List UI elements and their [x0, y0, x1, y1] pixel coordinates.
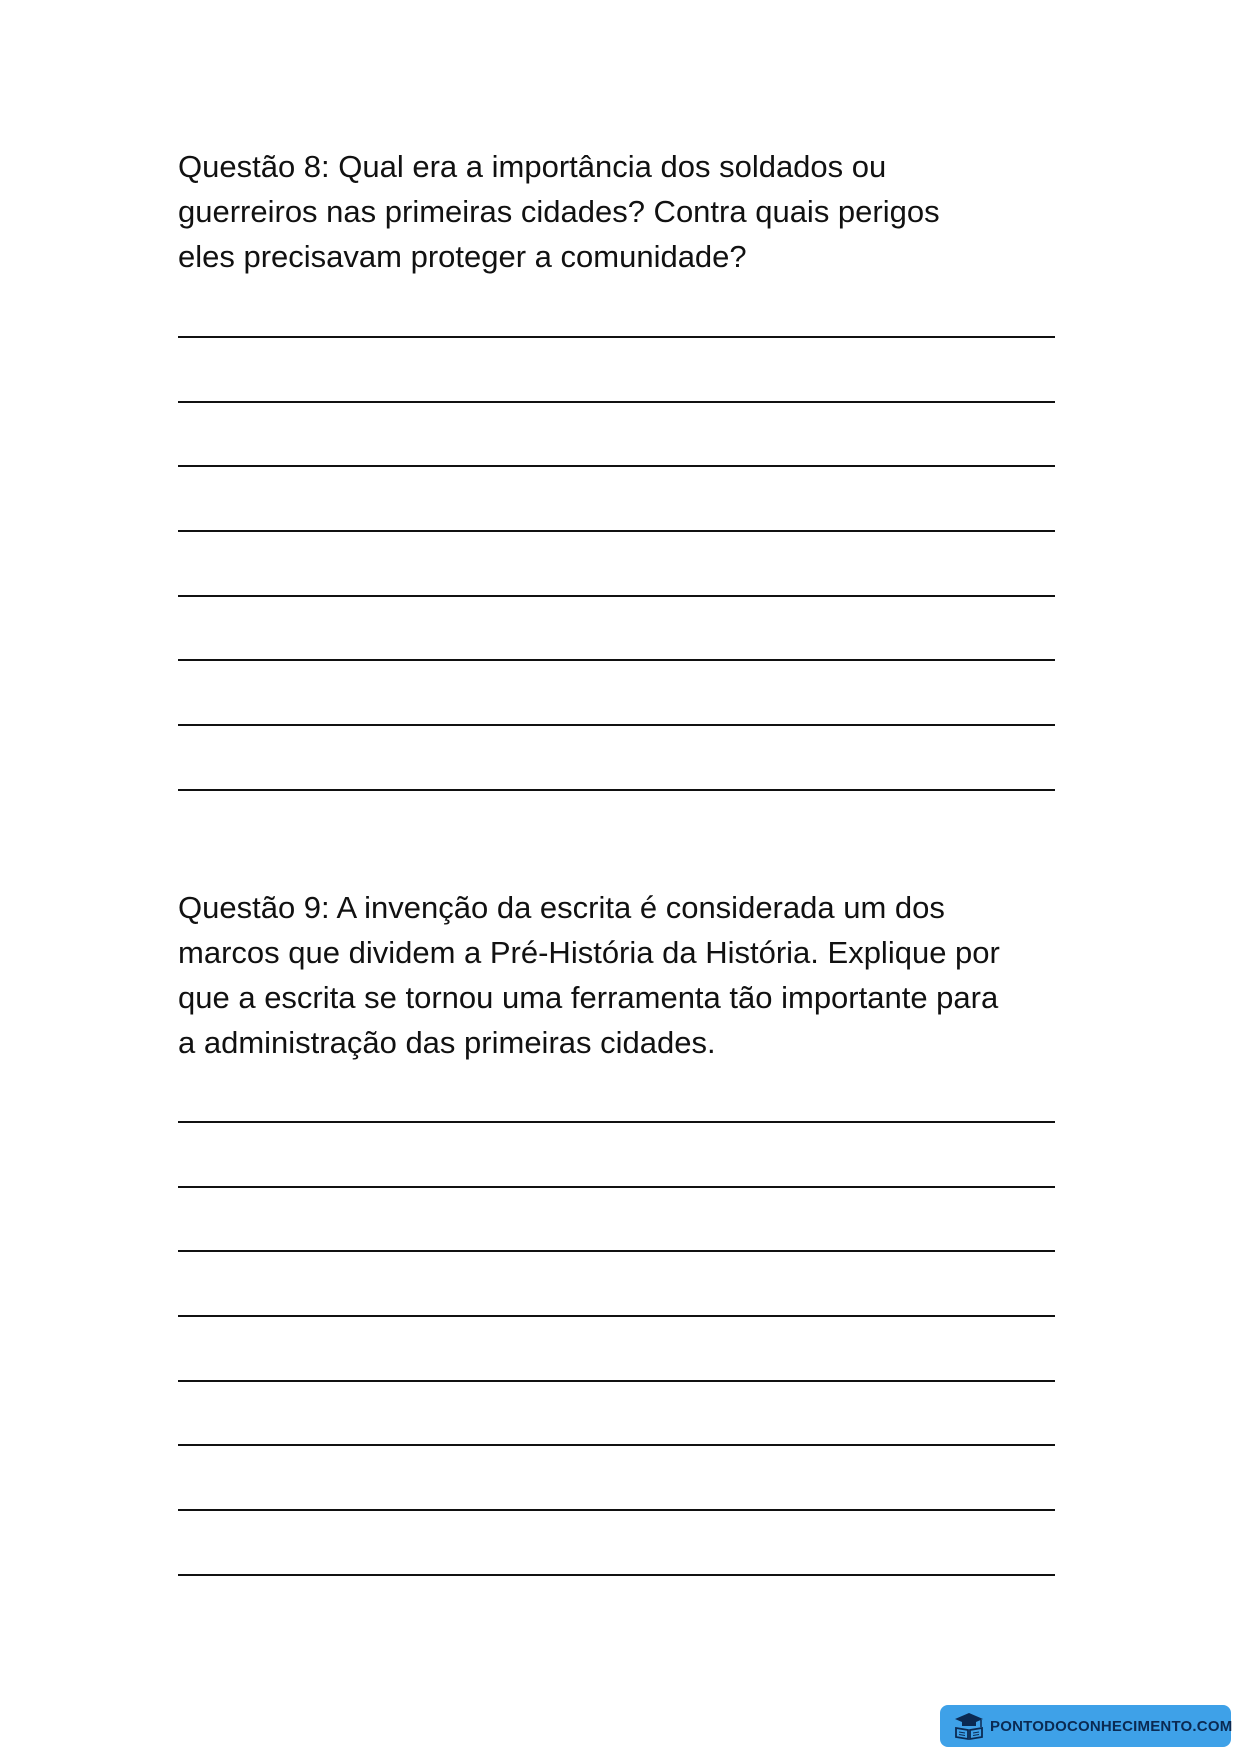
- answer-line: [178, 1186, 1055, 1188]
- question-8-text: Questão 8: Qual era a importância dos soldados ou guerreiros nas primeiras cidades? Contra quais perigos eles precisavam proteger a comunidade?: [178, 149, 940, 274]
- answer-line: [178, 1509, 1055, 1511]
- graduation-book-icon: [952, 1711, 986, 1741]
- answer-line: [178, 1574, 1055, 1576]
- question-8-answer-lines: [178, 336, 1055, 854]
- answer-line: [178, 595, 1055, 597]
- answer-line: [178, 659, 1055, 661]
- answer-line: [178, 1380, 1055, 1382]
- answer-line: [178, 789, 1055, 791]
- site-badge[interactable]: [940, 1705, 1231, 1747]
- answer-line: [178, 1444, 1055, 1446]
- site-url: PONTODOCONHECIMENTO.COM: [990, 1717, 1233, 1735]
- answer-line: [178, 1121, 1055, 1123]
- answer-line: [178, 724, 1055, 726]
- answer-line: [178, 1250, 1055, 1252]
- answer-line: [178, 401, 1055, 403]
- question-9-answer-lines: [178, 1121, 1055, 1639]
- question-9-text: Questão 9: A invenção da escrita é considerada um dos marcos que dividem a Pré-História da História. Explique por que a escrita se tornou uma ferramenta tão importante para a administração das primeiras cidades.: [178, 890, 1000, 1060]
- answer-line: [178, 336, 1055, 338]
- answer-line: [178, 1315, 1055, 1317]
- answer-line: [178, 465, 1055, 467]
- answer-line: [178, 530, 1055, 532]
